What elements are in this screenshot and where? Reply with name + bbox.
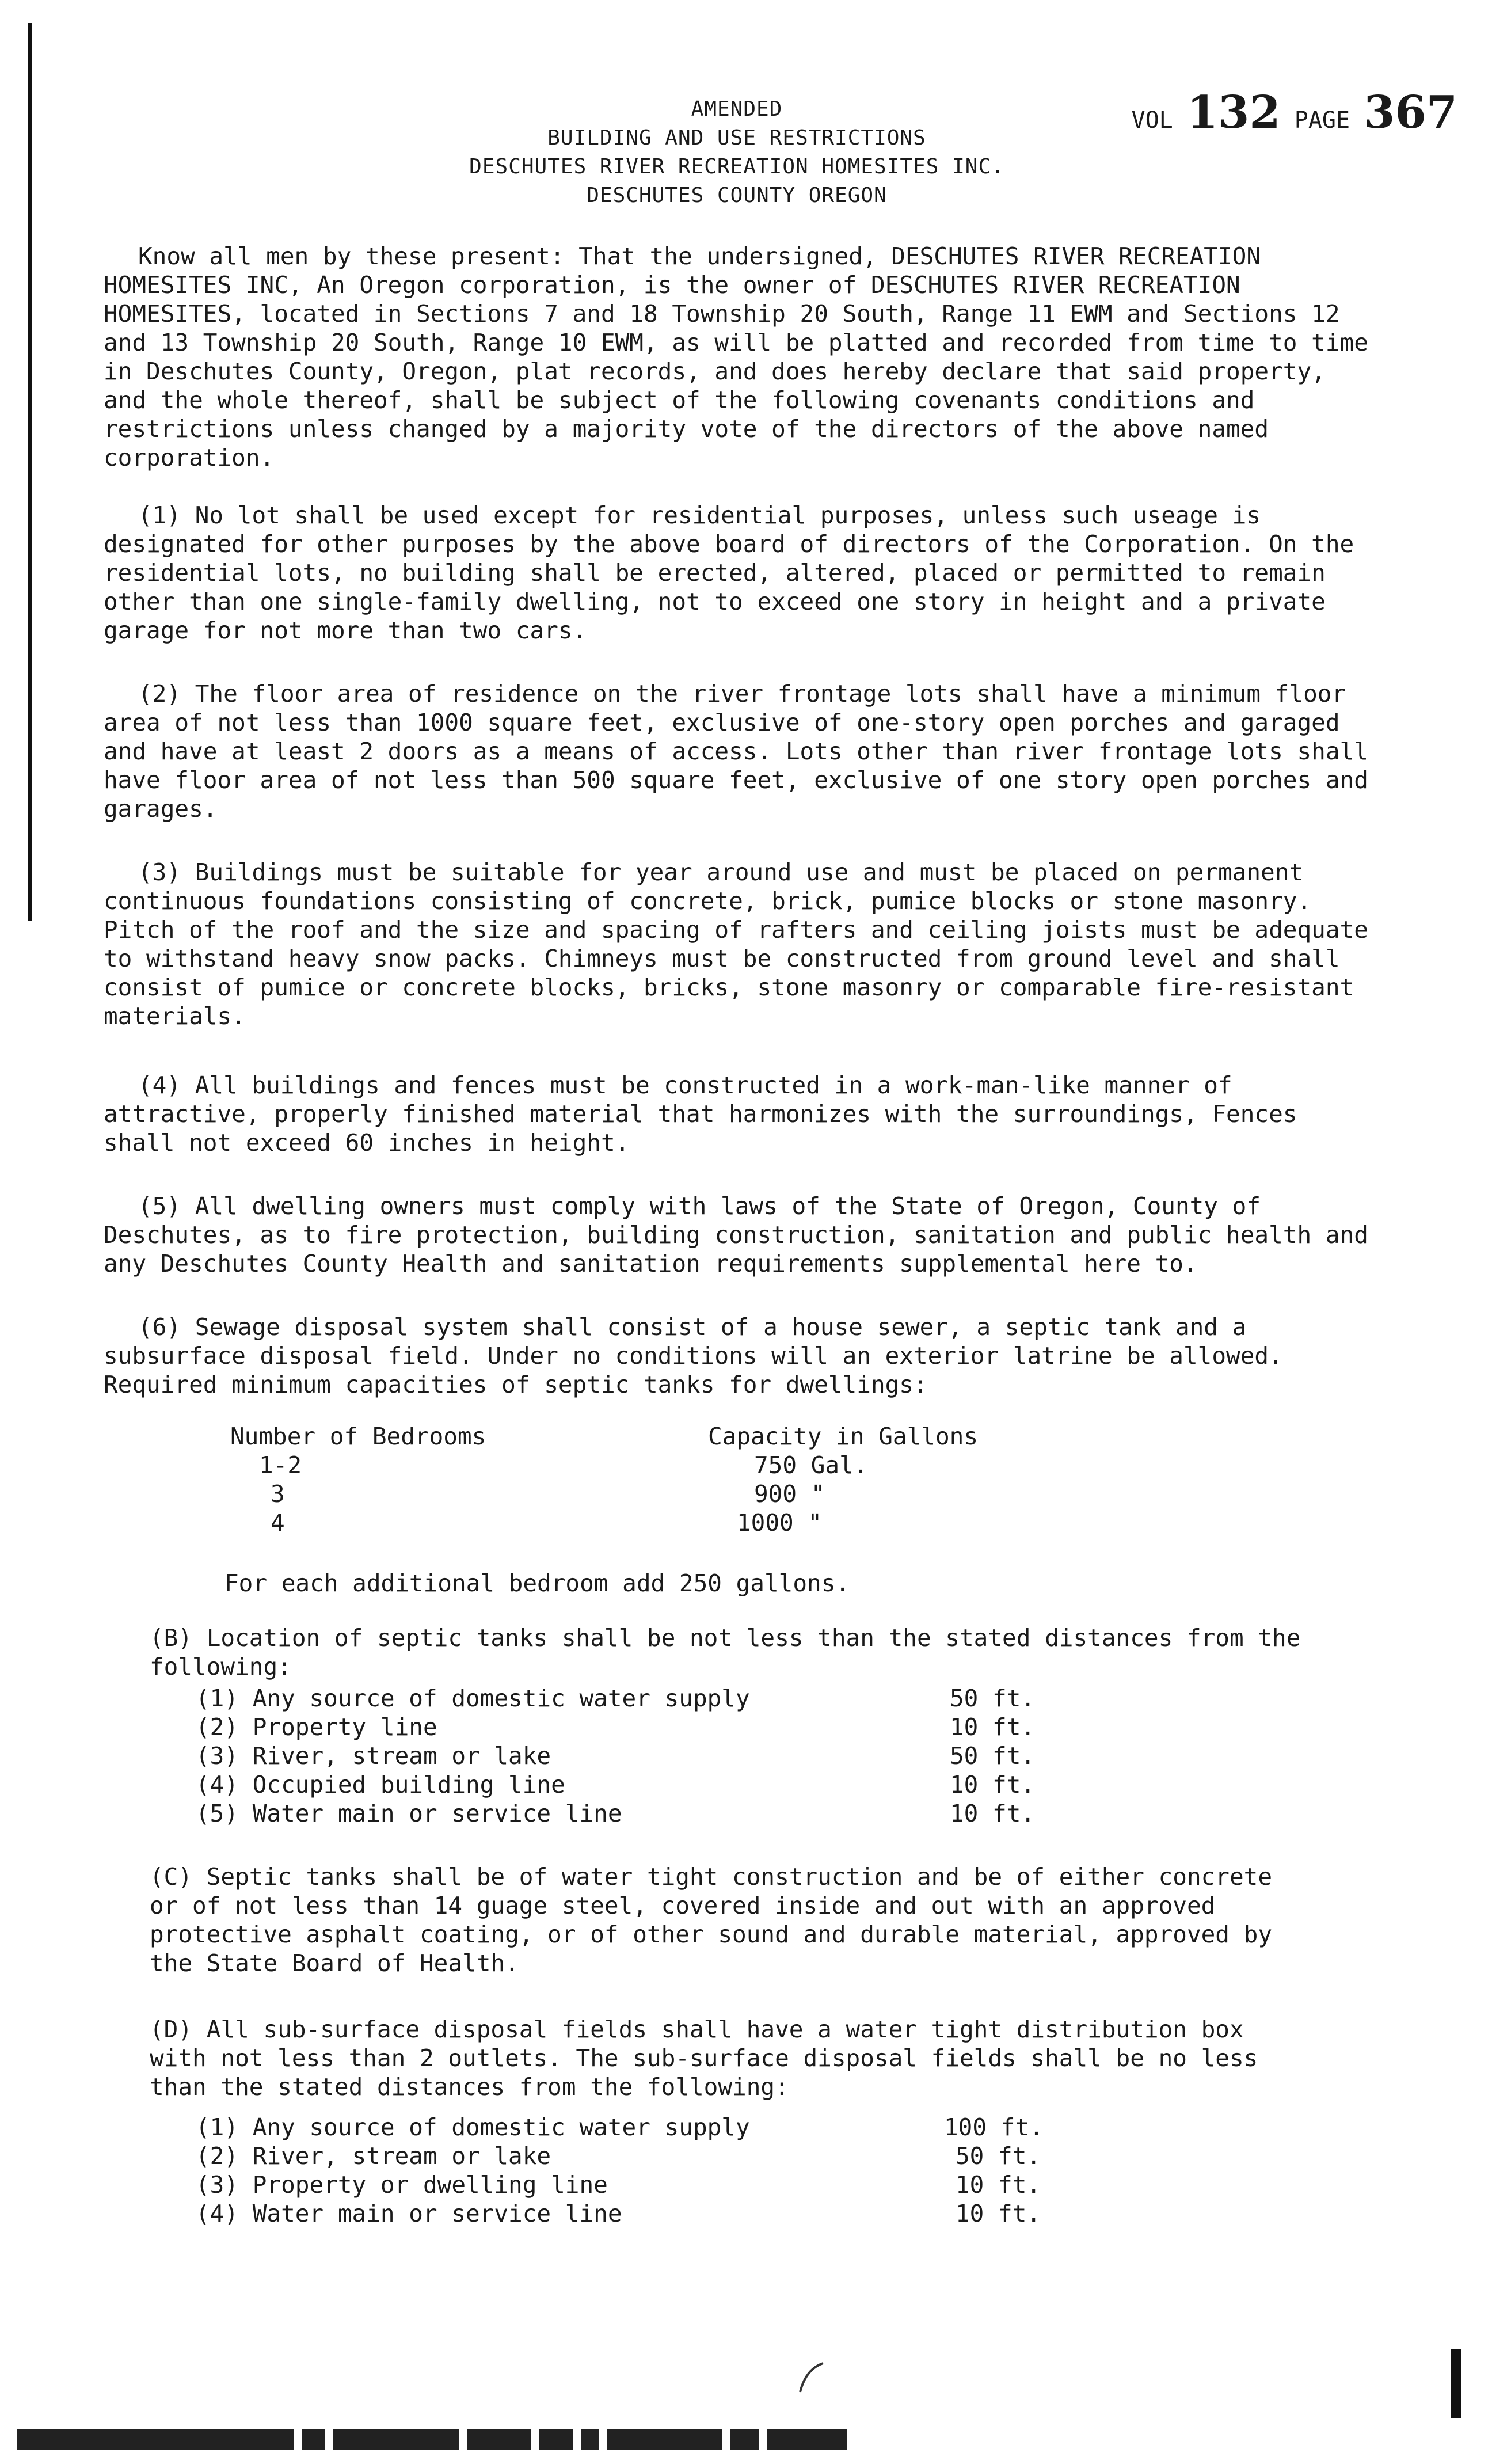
header-amended: AMENDED — [691, 97, 783, 121]
restriction-2: (2) The floor area of residence on the river frontage lots shall have a minimum floor area of not less than 1000 square feet, exclusive of one-story open porches and garaged and have at least 2 doors as a means of access. Lots other than river frontage lots shall have floor area of not less than 500 square feet, exclusive of one story open porches and garages. — [104, 680, 1368, 823]
list-item-label: (4) Occupied building line — [196, 1771, 565, 1798]
intro-paragraph: Know all men by these present: That the undersigned, DESCHUTES RIVER RECREATION HOMESITES INC, An Oregon corporation, is the owner of DESCHUTES RIVER RECREATION HOMESITES, located in Sections 7 and 18 Township 20 South, Range 11 EWM and Sections 12 and 13 Township 20 South, Range 10 EWM, as will be platted and recorded from time to time in Deschutes County, Oregon, plat records, and does hereby declare that said property, and the whole thereof, shall be subject of the following covenants conditions and restrictions unless changed by a majority vote of the directors of the above named corporation. — [104, 242, 1368, 471]
list-item-label: (2) Property line — [196, 1713, 437, 1741]
left-margin-line — [28, 23, 32, 921]
list-item — [196, 1684, 1117, 1713]
list-item-value: 100 ft. — [944, 2113, 1044, 2141]
bedrooms-cell: 4 — [271, 1509, 285, 1537]
capacity-cell: 1000 " — [737, 1509, 823, 1537]
list-item-value: 10 ft. — [950, 1771, 1036, 1798]
list-item-value: 50 ft. — [950, 1685, 1036, 1712]
col-header-bedrooms: Number of Bedrooms — [230, 1423, 486, 1450]
list-item — [196, 2170, 1117, 2199]
list-item — [196, 1713, 1117, 1741]
list-item-label: (2) River, stream or lake — [196, 2142, 551, 2170]
table-row — [230, 1480, 1094, 1508]
restriction-3: (3) Buildings must be suitable for year around use and must be placed on permanent continuous foundations consisting of concrete, brick, pumice blocks or stone masonry. Pitch of the roof and the size and spacing of rafters and ceiling joists must be adequate to withstand heavy snow packs. Chimneys must be constructed from ground level and shall consist of pumice or concrete blocks, bricks, stone masonry or comparable fire-resistant materials. — [104, 858, 1368, 1030]
restriction-1: (1) No lot shall be used except for residential purposes, unless such useage is designated for other purposes by the above board of directors of the Corporation. On the residential lots, no building shall be erected, altered, placed or permitted to remain other than one single-family dwelling, not to exceed one story in height and a private garage for not more than two cars. — [104, 501, 1354, 644]
table-row — [230, 1508, 1094, 1537]
disposal-field-list — [196, 2113, 1117, 2228]
list-item-label: (3) River, stream or lake — [196, 1742, 551, 1770]
restriction-4: (4) All buildings and fences must be constructed in a work-man-like manner of attractive, properly finished material that harmonizes with the surroundings, Fences shall not exceed 60 inches in height. — [104, 1071, 1297, 1157]
scan-artifact-strip — [17, 2429, 950, 2450]
header-title: BUILDING AND USE RESTRICTIONS — [547, 126, 926, 150]
page-label: PAGE — [1294, 107, 1350, 134]
header-company: DESCHUTES RIVER RECREATION HOMESITES INC. — [469, 155, 1004, 178]
list-item — [196, 2199, 1117, 2228]
list-item-value: 10 ft. — [950, 1713, 1036, 1741]
section-c: (C) Septic tanks shall be of water tight construction and be of either concrete or of not less than 14 guage steel, covered inside and out with an approved protective asphalt coating, or of other sound and durable material, approved by the State Board of Health. — [150, 1863, 1273, 1977]
list-item — [196, 2113, 1117, 2142]
page-number: 367 — [1364, 86, 1457, 139]
list-item-label: (4) Water main or service line — [196, 2200, 622, 2227]
list-item-label: (5) Water main or service line — [196, 1800, 622, 1827]
septic-capacity-table — [230, 1422, 1094, 1537]
section-b: (B) Location of septic tanks shall be not less than the stated distances from the following: — [150, 1624, 1301, 1680]
list-item-label: (3) Property or dwelling line — [196, 2171, 608, 2199]
list-item-value: 50 ft. — [956, 2142, 1041, 2170]
list-item-label: (1) Any source of domestic water supply — [196, 2113, 750, 2141]
list-item-value: 10 ft. — [956, 2200, 1041, 2227]
pen-mark — [794, 2360, 829, 2395]
section-d: (D) All sub-surface disposal fields shall have a water tight distribution box with not less than 2 outlets. The sub-surface disposal fields shall be no less than the stated distances from the following: — [150, 2016, 1258, 2101]
table-header-row — [230, 1422, 1094, 1451]
list-item-value: 50 ft. — [950, 1742, 1036, 1770]
restriction-5: (5) All dwelling owners must comply with laws of the State of Oregon, County of Deschutes, as to fire protection, building construction, sanitation and public health and any Deschutes County Health and sanitation requirements supplemental here to. — [104, 1192, 1368, 1277]
list-item-label: (1) Any source of domestic water supply — [196, 1685, 750, 1712]
capacity-cell: 750 Gal. — [754, 1451, 868, 1479]
restriction-6: (6) Sewage disposal system shall consist of a house sewer, a septic tank and a subsurface disposal field. Under no conditions will an exterior latrine be allowed. Required minimum capacities of septic tanks for dwellings: — [104, 1313, 1283, 1398]
list-item — [196, 1770, 1117, 1799]
list-item-value: 10 ft. — [950, 1800, 1036, 1827]
bedrooms-cell: 1-2 — [259, 1451, 302, 1479]
table-row — [230, 1451, 1094, 1480]
volume-page-reference — [1131, 86, 1457, 139]
vol-number: 132 — [1186, 86, 1281, 139]
col-header-capacity: Capacity in Gallons — [708, 1423, 978, 1450]
capacity-cell: 900 " — [754, 1480, 825, 1508]
bedrooms-cell: 3 — [271, 1480, 285, 1508]
right-edge-mark — [1451, 2349, 1461, 2418]
list-item-value: 10 ft. — [956, 2171, 1041, 2199]
septic-location-list — [196, 1684, 1117, 1828]
list-item — [196, 2142, 1117, 2170]
list-item — [196, 1741, 1117, 1770]
header-county: DESCHUTES COUNTY OREGON — [587, 184, 887, 207]
list-item — [196, 1799, 1117, 1828]
vol-label: VOL — [1131, 107, 1173, 134]
septic-note: For each additional bedroom add 250 gallons. — [224, 1569, 850, 1597]
